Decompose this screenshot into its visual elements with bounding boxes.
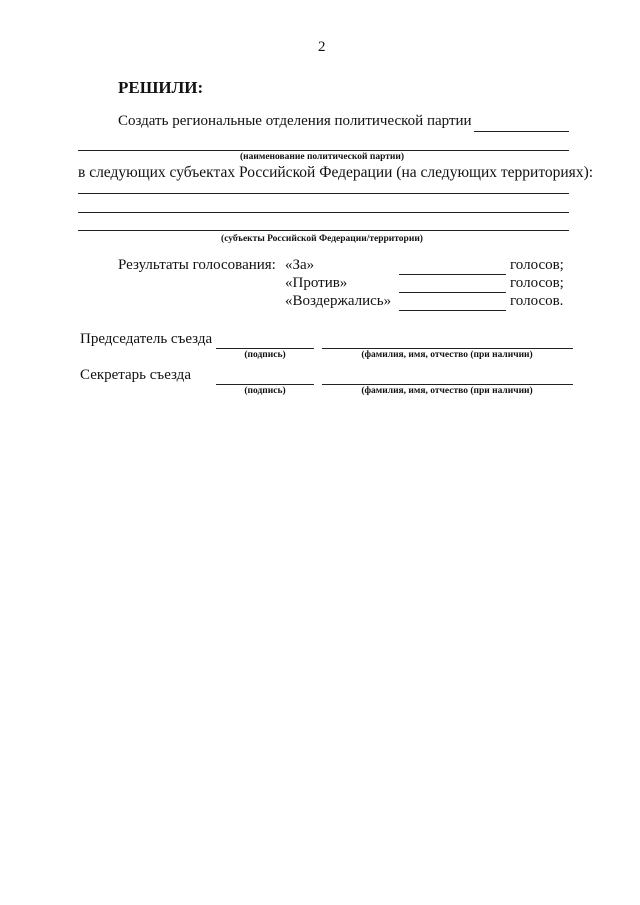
- vote-for-suffix: голосов;: [510, 257, 564, 273]
- vote-option-against: «Против»: [285, 275, 348, 291]
- vote-against-suffix: голосов;: [510, 275, 564, 291]
- subjects-text: в следующих субъектах Российской Федерации (на следующих территориях):: [78, 164, 594, 181]
- voting-label: Результаты голосования:: [118, 257, 276, 273]
- secretary-label: Секретарь съезда: [80, 367, 191, 383]
- party-name-line-2[interactable]: [78, 150, 569, 151]
- vote-abstain-suffix: голосов.: [510, 293, 564, 309]
- vote-option-for: «За»: [285, 257, 315, 273]
- chairman-signature-line[interactable]: [216, 348, 314, 349]
- vote-option-abstain: «Воздержались»: [285, 293, 392, 309]
- vote-abstain-line[interactable]: [399, 310, 506, 311]
- subjects-line-3[interactable]: [78, 230, 569, 231]
- vote-against-line[interactable]: [399, 292, 506, 293]
- decision-text: Создать региональные отделения политической партии: [118, 113, 472, 129]
- secretary-name-caption: (фамилия, имя, отчество (при наличии): [361, 386, 533, 396]
- chairman-name-caption: (фамилия, имя, отчество (при наличии): [361, 350, 533, 360]
- page-number: 2: [318, 39, 326, 55]
- heading: РЕШИЛИ:: [118, 78, 204, 97]
- subjects-caption: (субъекты Российской Федерации/территории): [221, 234, 423, 244]
- secretary-name-line[interactable]: [322, 384, 573, 385]
- secretary-sign-caption: (подпись): [244, 386, 286, 396]
- chairman-label: Председатель съезда: [80, 331, 213, 347]
- subjects-line-1[interactable]: [78, 193, 569, 194]
- chairman-sign-caption: (подпись): [244, 350, 286, 360]
- secretary-signature-line[interactable]: [216, 384, 314, 385]
- party-name-line-1[interactable]: [474, 131, 569, 132]
- chairman-name-line[interactable]: [322, 348, 573, 349]
- party-caption: (наименование политической партии): [239, 152, 405, 162]
- subjects-line-2[interactable]: [78, 212, 569, 213]
- vote-for-line[interactable]: [399, 274, 506, 275]
